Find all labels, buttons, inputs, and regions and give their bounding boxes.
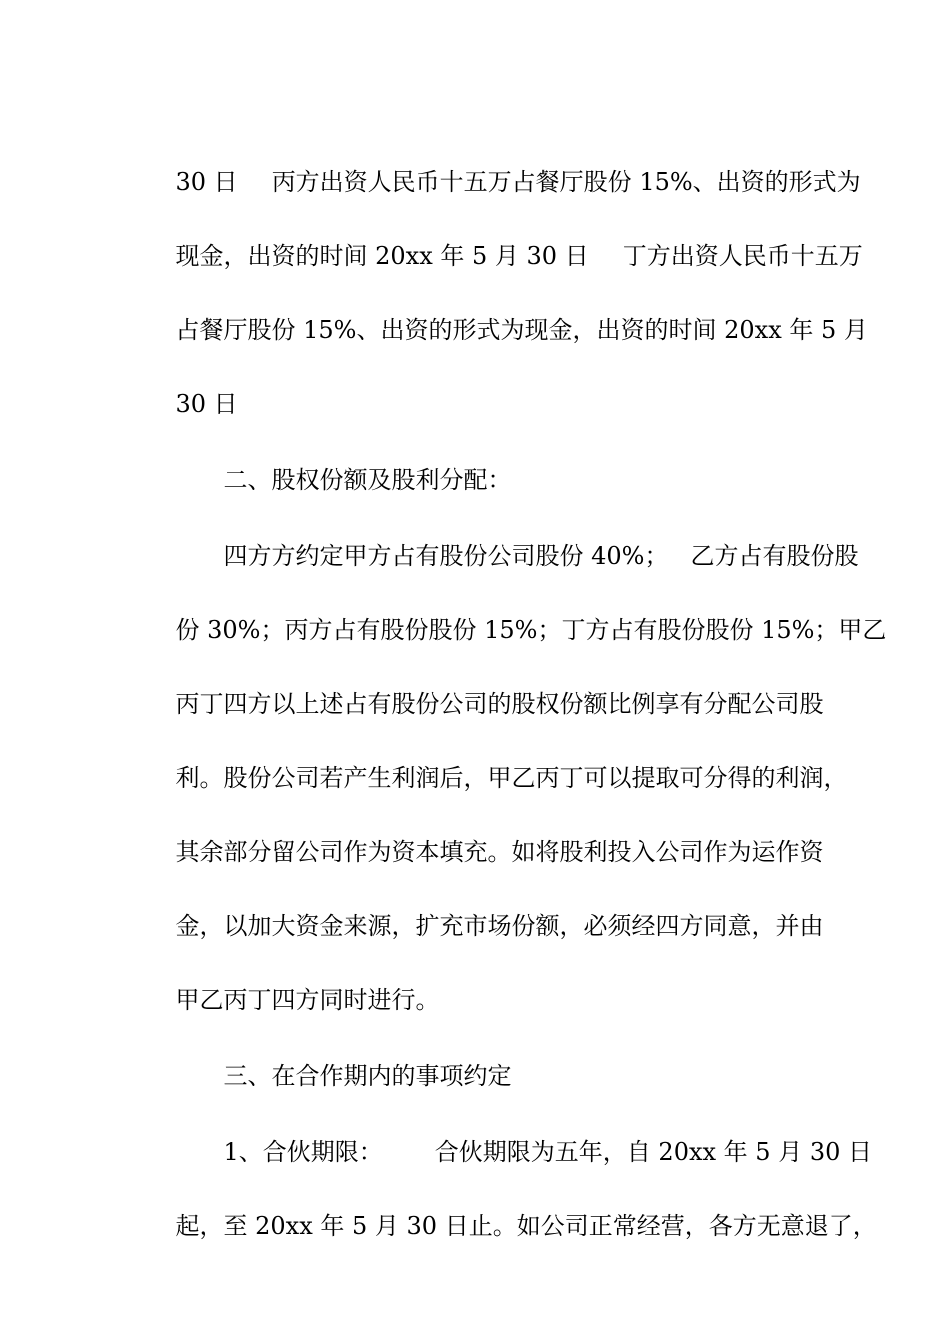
line-text: 占餐厅股份 15%、出资的形式为现金，出资的时间 20xx 年 5 月: [175, 316, 868, 344]
line-text: 30 日: [175, 390, 238, 418]
line-text: 起，至 20xx 年 5 月 30 日止。如公司正常经营，各方无意退了，: [175, 1212, 877, 1240]
line-text: 合伙期限为五年，自 20xx 年 5 月 30 日: [434, 1138, 872, 1166]
line-text: 现金，出资的时间 20xx 年 5 月 30 日: [175, 242, 589, 270]
line-text: 利。股份公司若产生利润后，甲乙丙丁可以提取可分得的利润，: [175, 764, 848, 792]
heading-text: 二、股权份额及股利分配：: [223, 466, 512, 494]
line-text: 甲乙丙丁四方同时进行。: [175, 986, 440, 1014]
paragraph-line: [145, 1181, 877, 1271]
line-text: 丁方出资人民币十五万: [622, 242, 863, 270]
line-text: 丙丁四方以上述占有股份公司的股权份额比例享有分配公司股: [175, 690, 824, 718]
line-text: 金，以加大资金来源，扩充市场份额，必须经四方同意，并由: [175, 912, 824, 940]
line-text: 份 30%；丙方占有股份股份 15%；丁方占有股份股份 15%；甲乙: [175, 616, 887, 644]
line-text: 30 日: [175, 168, 238, 196]
line-text: 乙方占有股份股: [690, 542, 859, 570]
line-text: 1、合伙期限：: [223, 1138, 383, 1166]
heading-text: 三、在合作期内的事项约定: [223, 1062, 512, 1090]
line-text: 其余部分留公司作为资本填充。如将股利投入公司作为运作资: [175, 838, 824, 866]
line-text: 四方方约定甲方占有股份公司股份 40%；: [223, 542, 669, 570]
line-text: 丙方出资人民币十五万占餐厅股份 15%、出资的形式为: [271, 168, 861, 196]
